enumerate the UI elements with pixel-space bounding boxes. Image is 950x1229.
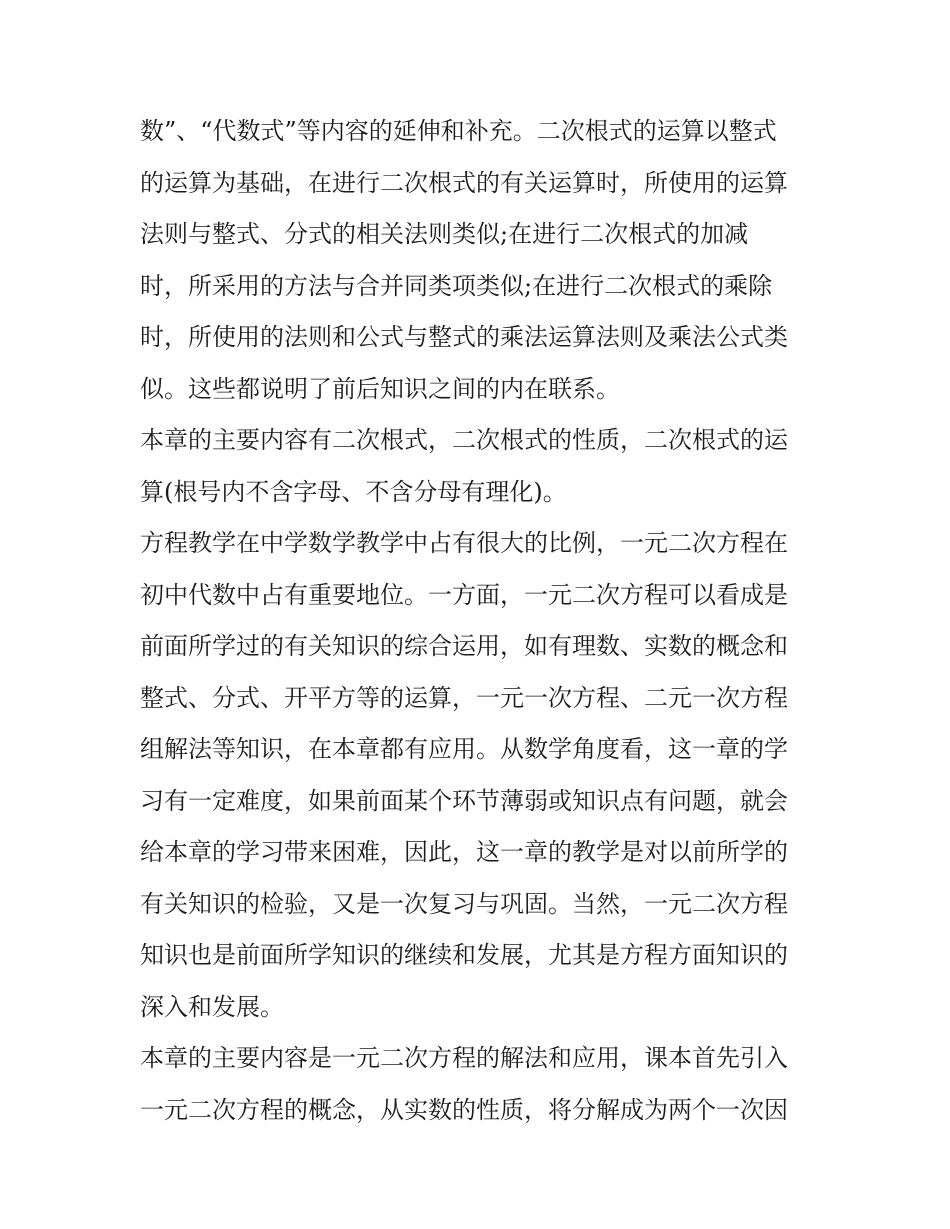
text-line: 方程教学在中学数学教学中占有很大的比例，一元二次方程在 xyxy=(140,529,788,557)
text-line: 本章的主要内容有二次根式，二次根式的性质，二次根式的运 xyxy=(140,426,788,454)
text-line: 法则与整式、分式的相关法则类似;在进行二次根式的加减 xyxy=(140,220,749,248)
text-line: 初中代数中占有重要地位。一方面，一元二次方程可以看成是 xyxy=(140,580,788,609)
text-line: 的运算为基础，在进行二次根式的有关运算时，所使用的运算 xyxy=(140,168,788,197)
text-line: 深入和发展。 xyxy=(140,992,284,1021)
text-line: 前面所学过的有关知识的综合运用，如有理数、实数的概念和 xyxy=(140,632,788,660)
text-line: 有关知识的检验，又是一次复习与巩固。当然，一元二次方程 xyxy=(140,889,788,918)
text-line: 知识也是前面所学知识的继续和发展，尤其是方程方面知识的 xyxy=(140,941,788,969)
text-line: 给本章的学习带来困难，因此，这一章的教学是对以前所学的 xyxy=(140,838,788,866)
text-line: 组解法等知识，在本章都有应用。从数学角度看，这一章的学 xyxy=(140,735,788,763)
text-line: 一元二次方程的概念，从实数的性质，将分解成为两个一次因 xyxy=(140,1095,788,1124)
body-text xyxy=(140,106,830,1136)
text-line: 算(根号内不含字母、不含分母有理化)。 xyxy=(140,477,567,506)
text-line: 整式、分式、开平方等的运算，一元一次方程、二元一次方程 xyxy=(140,683,788,712)
text-line: 时，所采用的方法与合并同类项类似;在进行二次根式的乘除 xyxy=(140,271,773,300)
text-line: 数”、“代数式”等内容的延伸和补充。二次根式的运算以整式 xyxy=(140,117,777,145)
text-line: 本章的主要内容是一元二次方程的解法和应用，课本首先引入 xyxy=(140,1044,788,1072)
text-line: 时，所使用的法则和公式与整式的乘法运算法则及乘法公式类 xyxy=(140,323,788,351)
text-line: 习有一定难度，如果前面某个环节薄弱或知识点有问题，就会 xyxy=(140,786,788,815)
text-line: 似。这些都说明了前后知识之间的内在联系。 xyxy=(140,374,620,403)
